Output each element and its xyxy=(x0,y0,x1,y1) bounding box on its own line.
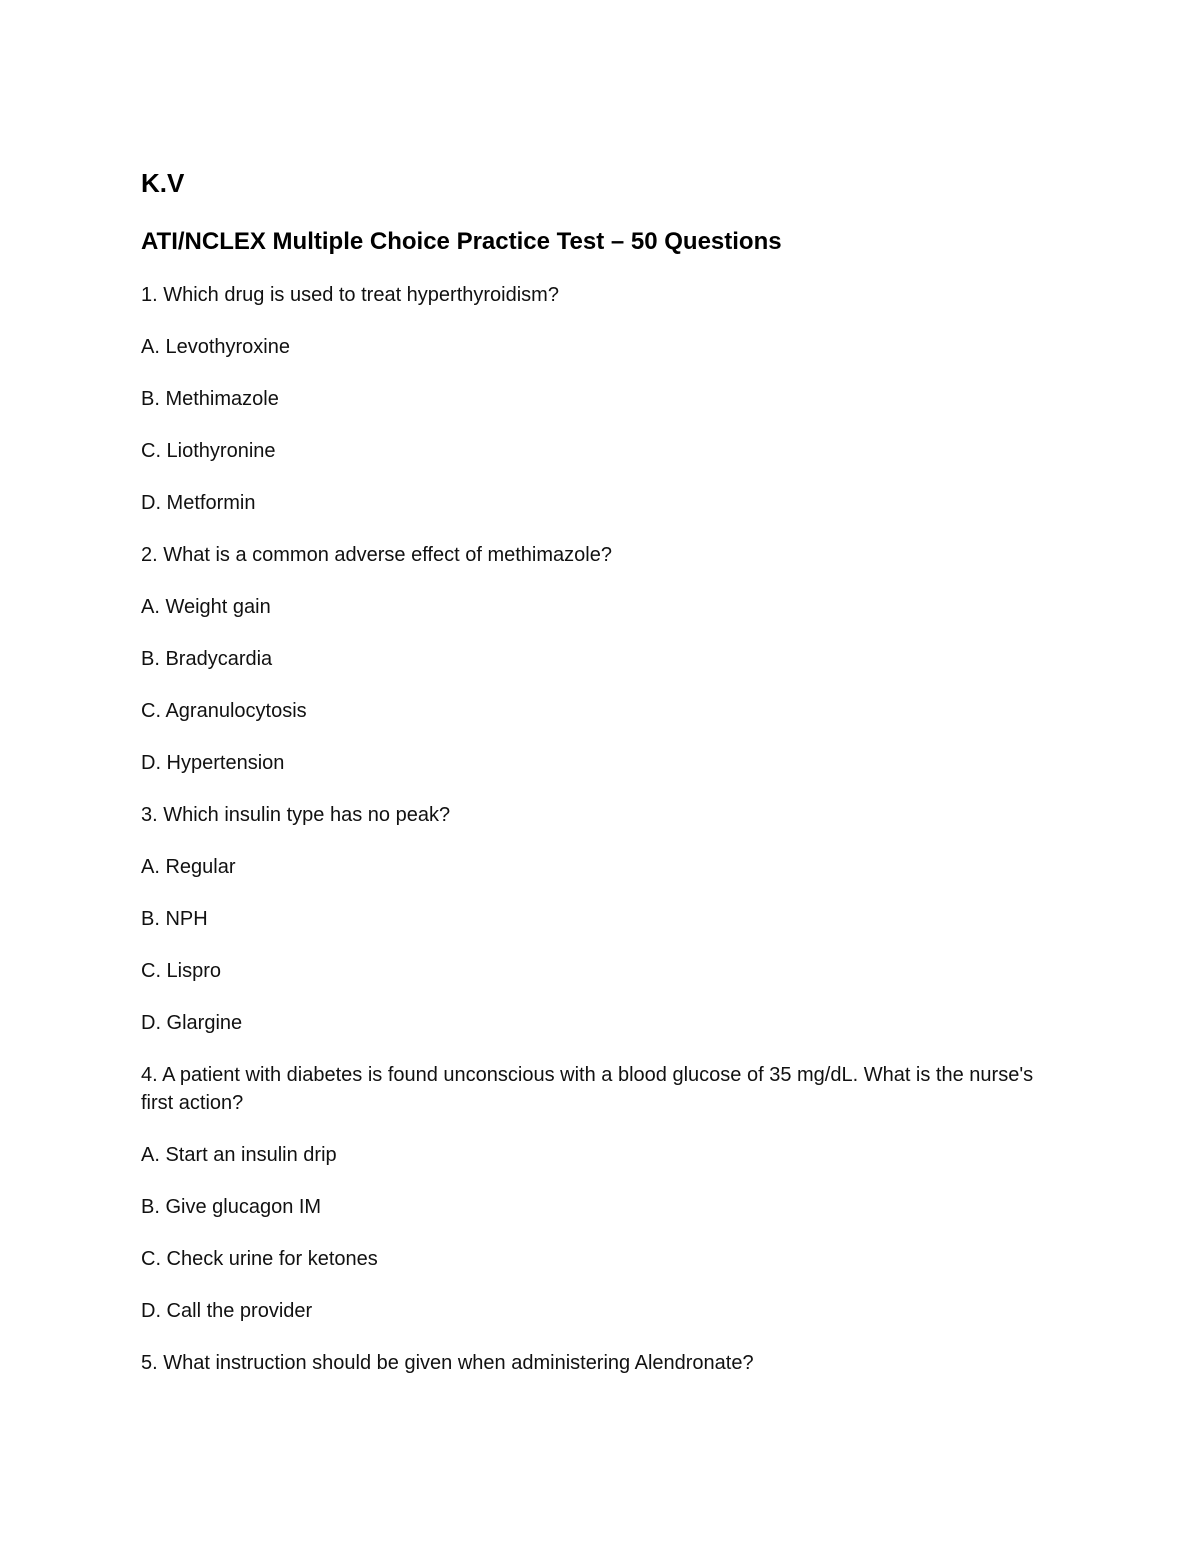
answer-option: A. Levothyroxine xyxy=(141,336,290,358)
question-item xyxy=(141,1061,1061,1325)
answer-option: D. Call the provider xyxy=(141,1300,313,1322)
question-item xyxy=(141,1349,1061,1377)
question-list xyxy=(141,281,1061,1377)
answer-option: C. Liothyronine xyxy=(141,440,276,462)
answer-option: B. Give glucagon IM xyxy=(141,1196,322,1218)
question-prompt: 2. What is a common adverse effect of methimazole? xyxy=(141,544,612,566)
answer-option: D. Metformin xyxy=(141,492,256,514)
answer-option: C. Agranulocytosis xyxy=(141,700,307,722)
answer-option: B. Methimazole xyxy=(141,388,279,410)
question-prompt: 4. A patient with diabetes is found unconscious with a blood glucose of 35 mg/dL. What is the nurse's first action? xyxy=(141,1064,1034,1114)
answer-option: B. Bradycardia xyxy=(141,648,273,670)
question-prompt: 1. Which drug is used to treat hyperthyroidism? xyxy=(141,284,559,306)
answer-option: D. Hypertension xyxy=(141,752,285,774)
document-content xyxy=(141,166,1061,1401)
answer-option: A. Weight gain xyxy=(141,596,271,618)
question-prompt: 3. Which insulin type has no peak? xyxy=(141,804,451,826)
answer-option: B. NPH xyxy=(141,908,208,930)
answer-option: D. Glargine xyxy=(141,1012,243,1034)
question-item xyxy=(141,541,1061,777)
question-prompt: 5. What instruction should be given when administering Alendronate? xyxy=(141,1352,754,1374)
document-title: ATI/NCLEX Multiple Choice Practice Test – 50 Questions xyxy=(141,228,782,255)
question-item xyxy=(141,281,1061,517)
answer-option: C. Lispro xyxy=(141,960,222,982)
author-initials: K.V xyxy=(141,168,185,198)
answer-option: A. Regular xyxy=(141,856,236,878)
answer-option: A. Start an insulin drip xyxy=(141,1144,337,1166)
question-item xyxy=(141,801,1061,1037)
answer-option: C. Check urine for ketones xyxy=(141,1248,378,1270)
